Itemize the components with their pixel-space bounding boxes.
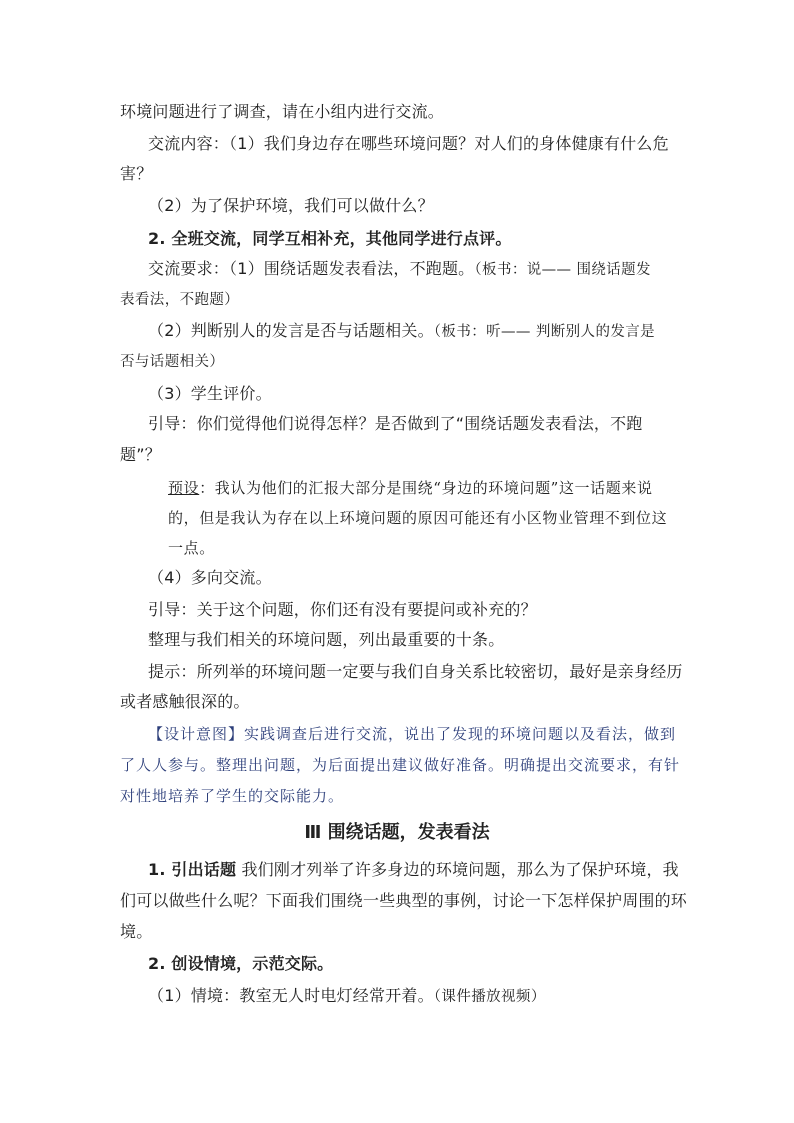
paragraph-line — [148, 320, 708, 343]
board-note-line: 表看法，不跑题） — [120, 292, 240, 308]
paragraph-line — [148, 985, 708, 1008]
step-text: 我们刚才列举了许多身边的环境问题，那么为了保护环境，我 — [236, 860, 679, 879]
paragraph-line — [148, 258, 708, 281]
paragraph-line: （4）多向交流。 — [148, 568, 272, 587]
paragraph-line: 害？ — [120, 164, 153, 183]
paragraph-line: 题”？ — [120, 445, 161, 464]
design-intent-line: 了人人参与。整理出问题，为后面提出建议做好准备。明确提出交流要求，有针 — [120, 756, 681, 774]
step-label: 1. 引出话题 — [148, 860, 237, 879]
paragraph-line: 引导：你们觉得他们说得怎样？是否做到了“围绕话题发表看法，不跑 — [148, 414, 643, 433]
section-heading: Ⅲ 围绕话题，发表看法 — [304, 822, 490, 843]
section-step: 2. 全班交流，同学互相补充，其他同学进行点评。 — [148, 229, 512, 248]
scenario-text: （1）情境：教室无人时电灯经常开着。 — [148, 986, 434, 1005]
preset-line — [168, 477, 728, 499]
paragraph-line: 交流内容：（1）我们身边存在哪些环境问题？对人们的身体健康有什么危 — [148, 134, 669, 153]
paragraph-line: 环境问题进行了调查，请在小组内进行交流。 — [120, 102, 445, 121]
preset-text: ：我认为他们的汇报大部分是围绕“身边的环境问题”这一话题来说 — [199, 479, 653, 497]
paragraph-line: （3）学生评价。 — [148, 384, 272, 403]
paragraph-line — [148, 859, 708, 881]
preset-line: 的，但是我认为存在以上环境问题的原因可能还有小区物业管理不到位这 — [168, 509, 668, 527]
paragraph-line: 提示：所列举的环境问题一定要与我们自身关系比较密切，最好是亲身经历 — [148, 662, 683, 681]
paragraph-line: 引导：关于这个问题，你们还有没有要提问或补充的？ — [148, 600, 537, 619]
preset-label: 预设 — [168, 479, 200, 497]
paragraph-line: （2）为了保护环境，我们可以做什么？ — [148, 196, 434, 215]
section-step: 2. 创设情境，示范交际。 — [148, 954, 334, 973]
requirement-text: 交流要求：（1）围绕话题发表看法，不跑题。 — [148, 259, 475, 278]
paragraph-line: 或者感触很深的。 — [120, 692, 250, 711]
design-intent-line: 【设计意图】实践调查后进行交流，说出了发现的环境问题以及看法，做到 — [148, 725, 677, 743]
courseware-note: （课件播放视频） — [433, 989, 546, 1005]
board-note-line: 否与话题相关） — [120, 354, 225, 370]
board-note: （板书：说—— 围绕话题发 — [474, 262, 651, 278]
design-intent-line: 对性地培养了学生的交际能力。 — [120, 787, 345, 805]
paragraph-line: 境。 — [120, 922, 153, 941]
paragraph-line: 整理与我们相关的环境问题，列出最重要的十条。 — [148, 630, 505, 649]
preset-line: 一点。 — [168, 539, 215, 557]
board-note: （板书：听—— 判断别人的发言是 — [433, 324, 656, 340]
requirement-text: （2）判断别人的发言是否与话题相关。 — [148, 321, 434, 340]
paragraph-line: 们可以做些什么呢？下面我们围绕一些典型的事例，讨论一下怎样保护周围的环 — [120, 891, 688, 910]
